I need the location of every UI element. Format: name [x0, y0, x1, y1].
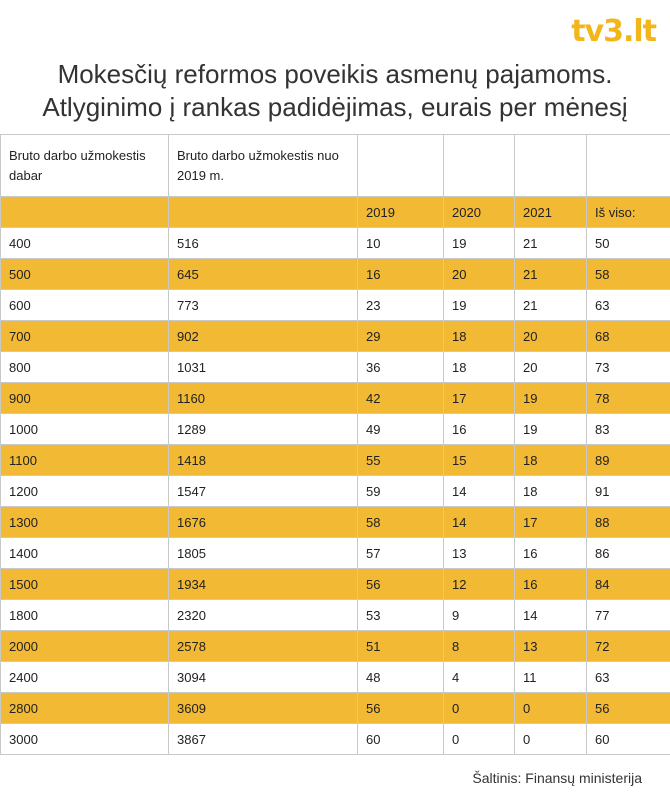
table-cell: 18 — [515, 476, 587, 507]
table-cell: 23 — [358, 290, 444, 321]
table-cell: 10 — [358, 228, 444, 259]
title-line-1: Mokesčių reformos poveikis asmenų pajamoms. — [57, 59, 613, 89]
table-cell: 60 — [358, 724, 444, 755]
source-note: Šaltinis: Finansų ministerija — [472, 770, 642, 786]
table-cell: 19 — [444, 228, 515, 259]
table-cell: 0 — [515, 724, 587, 755]
table-cell — [358, 135, 444, 197]
table-cell: 0 — [515, 693, 587, 724]
table-cell: 55 — [358, 445, 444, 476]
table-cell: 29 — [358, 321, 444, 352]
table-cell: 60 — [587, 724, 670, 755]
table-row — [1, 414, 670, 445]
table-cell — [515, 135, 587, 197]
table-cell: 84 — [587, 569, 670, 600]
table-cell: 36 — [358, 352, 444, 383]
table-cell: 59 — [358, 476, 444, 507]
table-cell: 3094 — [169, 662, 358, 693]
table-cell: 645 — [169, 259, 358, 290]
tv3-logo: tv3.lt — [571, 14, 656, 49]
table-cell: 17 — [444, 383, 515, 414]
header-row-years — [1, 197, 670, 228]
table-cell: 1000 — [1, 414, 169, 445]
table-cell — [444, 135, 515, 197]
table-cell: 1100 — [1, 445, 169, 476]
table-cell: 56 — [358, 569, 444, 600]
table-cell: 400 — [1, 228, 169, 259]
table-row — [1, 290, 670, 321]
table-cell — [587, 135, 670, 197]
table-cell: 14 — [444, 507, 515, 538]
table-cell: 1676 — [169, 507, 358, 538]
table-cell: 68 — [587, 321, 670, 352]
table-row — [1, 662, 670, 693]
data-table — [0, 134, 670, 755]
header-row-top — [1, 135, 670, 197]
table-cell: 20 — [515, 321, 587, 352]
table-cell: 1934 — [169, 569, 358, 600]
table-cell: 3000 — [1, 724, 169, 755]
table-cell: 63 — [587, 662, 670, 693]
table-cell: 1805 — [169, 538, 358, 569]
table-cell: 56 — [358, 693, 444, 724]
table-cell: 18 — [515, 445, 587, 476]
table-row — [1, 569, 670, 600]
table-cell: 19 — [515, 414, 587, 445]
table-cell: 91 — [587, 476, 670, 507]
table-cell: 2021 — [515, 197, 587, 228]
table-cell: 1500 — [1, 569, 169, 600]
table-cell: 83 — [587, 414, 670, 445]
table-cell: 42 — [358, 383, 444, 414]
table-body — [1, 135, 670, 755]
table-cell: 0 — [444, 693, 515, 724]
table-cell: 20 — [444, 259, 515, 290]
table-cell: 19 — [444, 290, 515, 321]
table-cell: Iš viso: — [587, 197, 670, 228]
table-cell: 600 — [1, 290, 169, 321]
table-cell: 50 — [587, 228, 670, 259]
table-cell: 1418 — [169, 445, 358, 476]
table-cell: 58 — [587, 259, 670, 290]
table-cell: 77 — [587, 600, 670, 631]
table-cell: 900 — [1, 383, 169, 414]
table-cell: 86 — [587, 538, 670, 569]
table-row — [1, 228, 670, 259]
table-cell: Bruto darbo užmokestis dabar — [1, 135, 169, 197]
table-row — [1, 445, 670, 476]
table-cell — [1, 197, 169, 228]
table-cell: 20 — [515, 352, 587, 383]
table-cell: 16 — [515, 569, 587, 600]
table-row — [1, 259, 670, 290]
table-cell: 11 — [515, 662, 587, 693]
table-row — [1, 507, 670, 538]
table-cell: 88 — [587, 507, 670, 538]
table-row — [1, 538, 670, 569]
table-cell: 9 — [444, 600, 515, 631]
table-cell: 1031 — [169, 352, 358, 383]
table-cell: 13 — [444, 538, 515, 569]
table-cell: 21 — [515, 259, 587, 290]
table-cell: 773 — [169, 290, 358, 321]
table-cell: 48 — [358, 662, 444, 693]
table-cell: 2800 — [1, 693, 169, 724]
table-cell: 2020 — [444, 197, 515, 228]
table-cell: 3867 — [169, 724, 358, 755]
table-cell: 2000 — [1, 631, 169, 662]
table-cell: 78 — [587, 383, 670, 414]
table-row — [1, 383, 670, 414]
table-cell: 16 — [515, 538, 587, 569]
table-cell: 72 — [587, 631, 670, 662]
table-row — [1, 693, 670, 724]
table-cell: 12 — [444, 569, 515, 600]
table-cell: 57 — [358, 538, 444, 569]
table-cell: 700 — [1, 321, 169, 352]
table-cell: 73 — [587, 352, 670, 383]
table-cell: 1289 — [169, 414, 358, 445]
table-cell: 18 — [444, 352, 515, 383]
table-cell: 1800 — [1, 600, 169, 631]
table-row — [1, 600, 670, 631]
table-cell: 14 — [444, 476, 515, 507]
table-cell: 1547 — [169, 476, 358, 507]
table-cell: 21 — [515, 290, 587, 321]
table-cell: 18 — [444, 321, 515, 352]
table-row — [1, 724, 670, 755]
table-cell: 3609 — [169, 693, 358, 724]
table-cell: 1400 — [1, 538, 169, 569]
table-cell: 902 — [169, 321, 358, 352]
table-cell: 8 — [444, 631, 515, 662]
table-cell: 2578 — [169, 631, 358, 662]
table-cell: Bruto darbo užmokestis nuo 2019 m. — [169, 135, 358, 197]
table-cell: 51 — [358, 631, 444, 662]
table-row — [1, 352, 670, 383]
table-cell: 17 — [515, 507, 587, 538]
table-cell: 49 — [358, 414, 444, 445]
table-cell: 2320 — [169, 600, 358, 631]
table-cell — [169, 197, 358, 228]
table-cell: 13 — [515, 631, 587, 662]
table-cell: 800 — [1, 352, 169, 383]
table-cell: 21 — [515, 228, 587, 259]
table-cell: 19 — [515, 383, 587, 414]
table-cell: 53 — [358, 600, 444, 631]
table-cell: 14 — [515, 600, 587, 631]
table-row — [1, 476, 670, 507]
table-cell: 16 — [358, 259, 444, 290]
table-cell: 4 — [444, 662, 515, 693]
table-row — [1, 631, 670, 662]
table-row — [1, 321, 670, 352]
table-cell: 63 — [587, 290, 670, 321]
table-cell: 56 — [587, 693, 670, 724]
table-cell: 0 — [444, 724, 515, 755]
table-cell: 16 — [444, 414, 515, 445]
table-cell: 89 — [587, 445, 670, 476]
table-cell: 2400 — [1, 662, 169, 693]
table-cell: 58 — [358, 507, 444, 538]
table-cell: 1300 — [1, 507, 169, 538]
title-line-2: Atlyginimo į rankas padidėjimas, eurais per mėnesį — [42, 92, 628, 122]
table-cell: 15 — [444, 445, 515, 476]
table-cell: 500 — [1, 259, 169, 290]
table-cell: 2019 — [358, 197, 444, 228]
table-cell: 1200 — [1, 476, 169, 507]
table-cell: 516 — [169, 228, 358, 259]
table-cell: 1160 — [169, 383, 358, 414]
chart-title — [0, 58, 670, 124]
